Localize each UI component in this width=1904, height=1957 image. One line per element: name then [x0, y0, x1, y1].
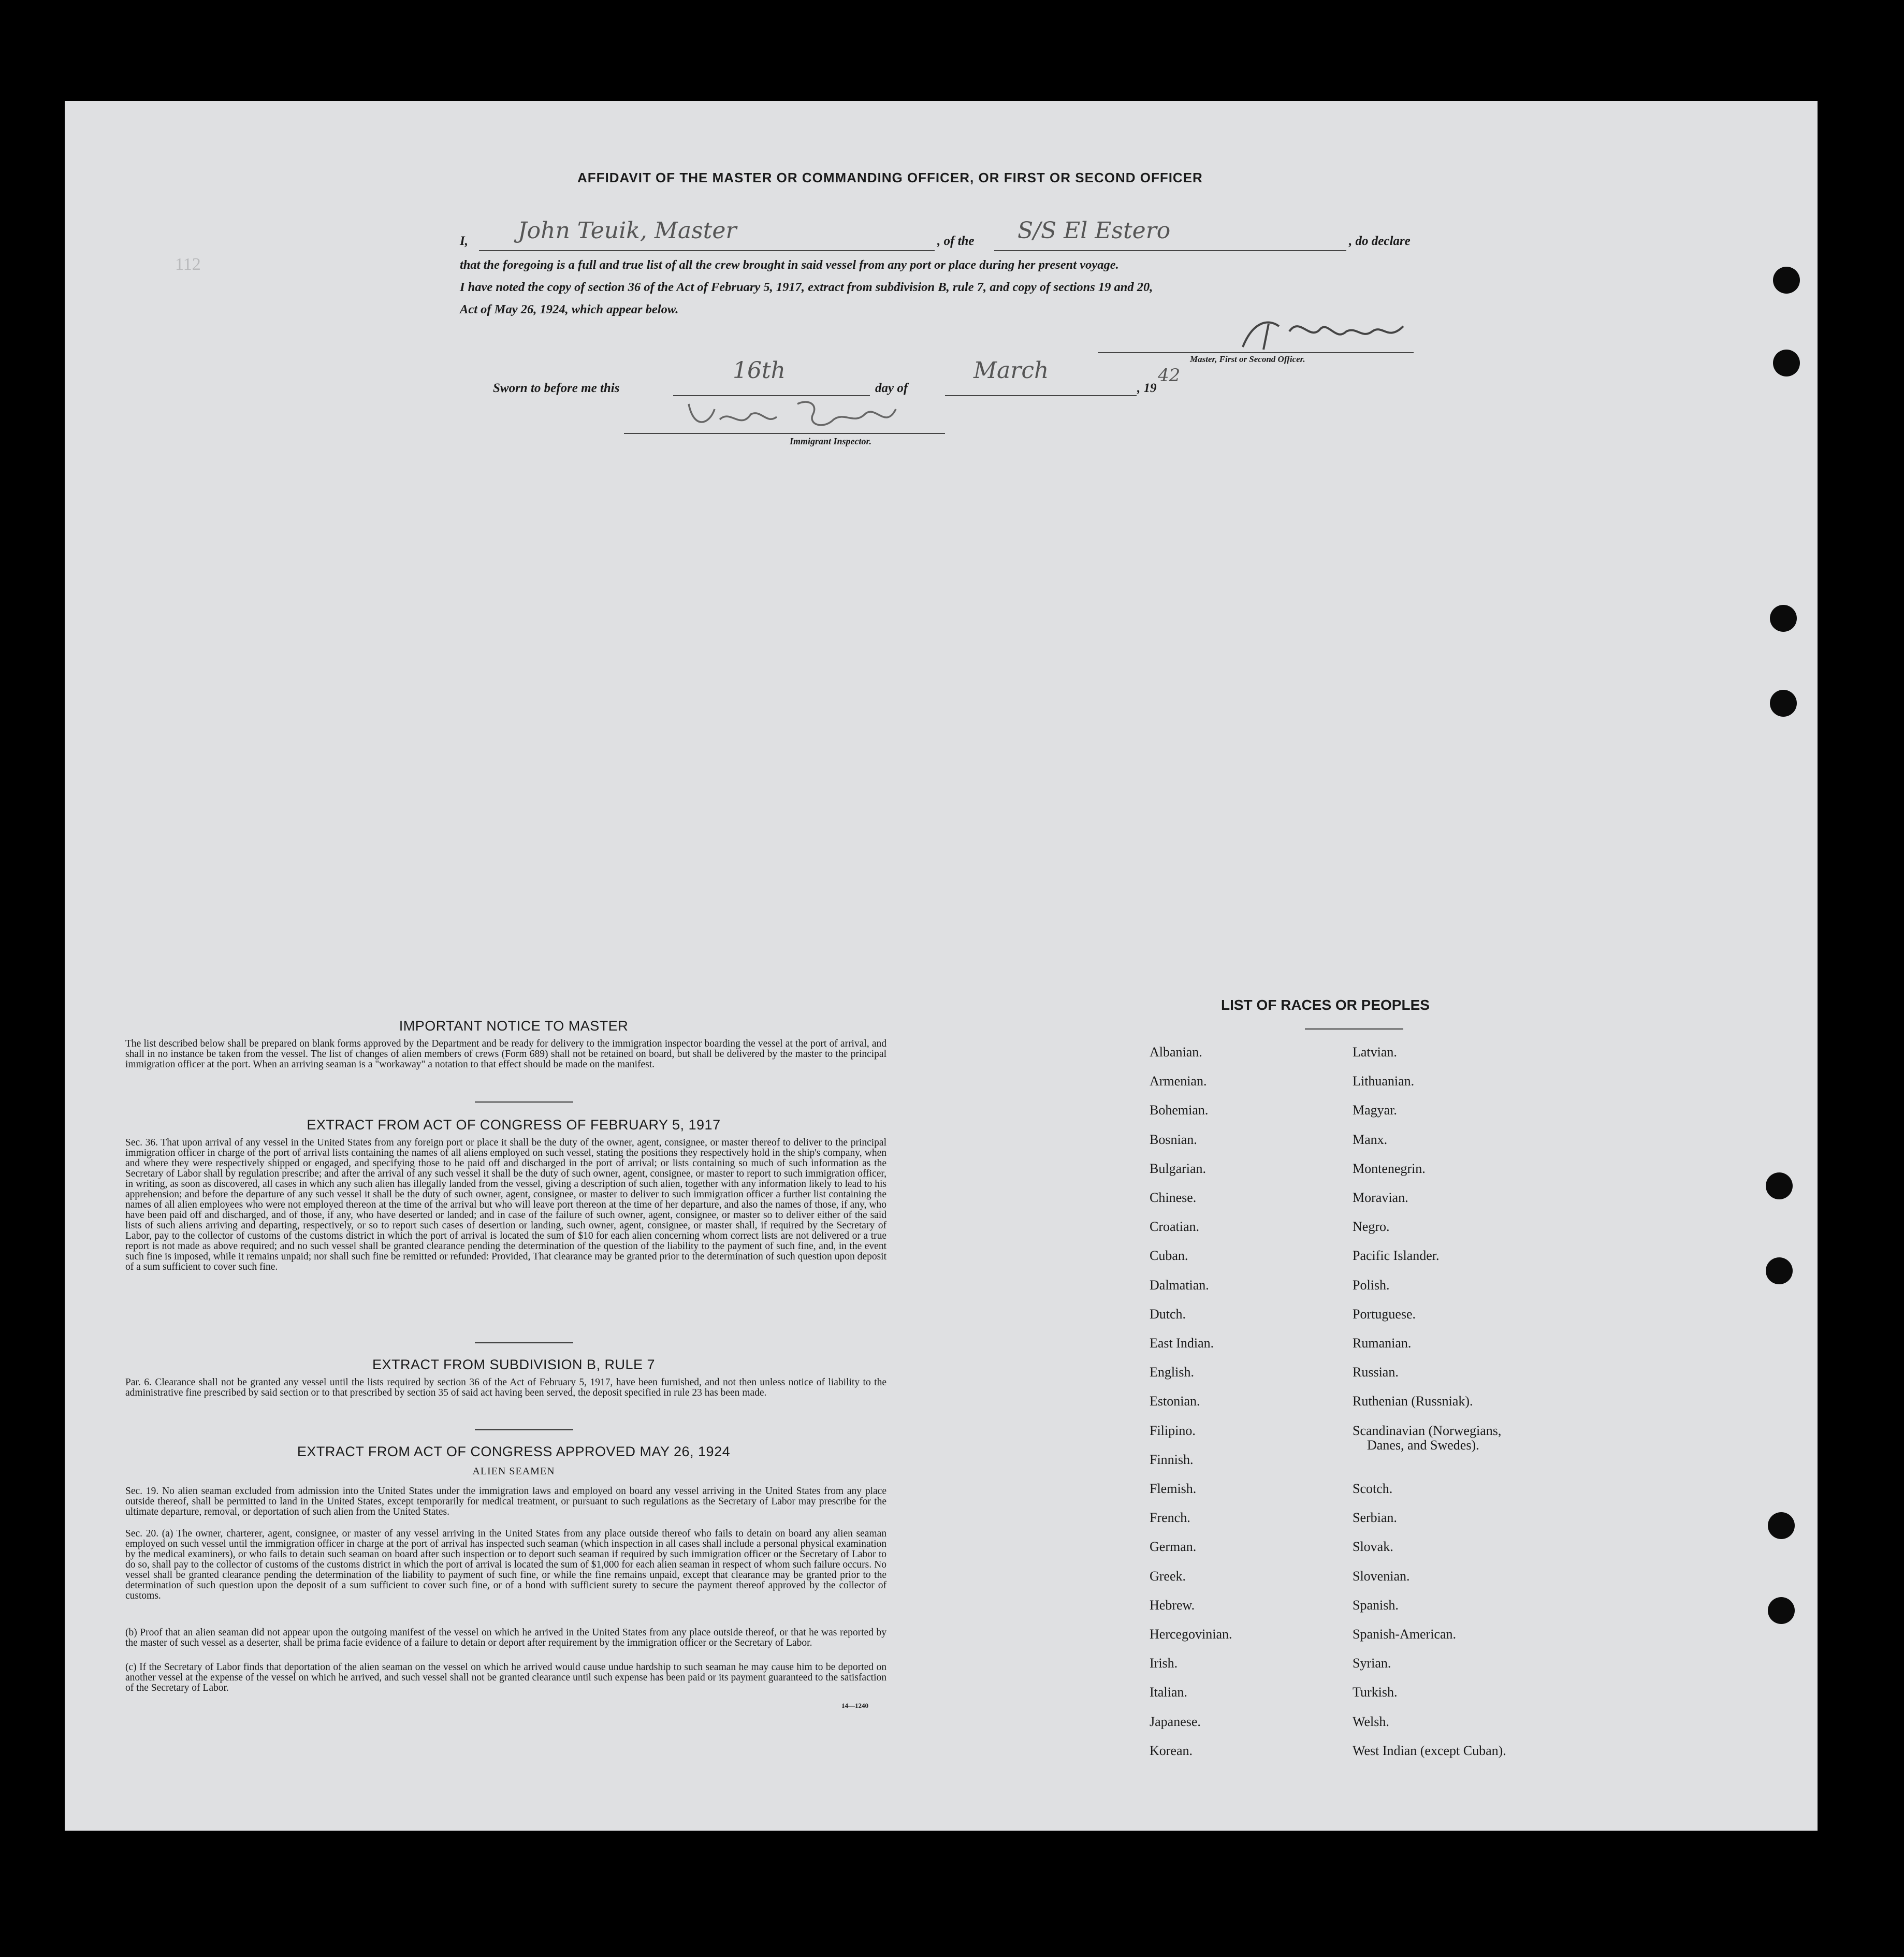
- race-item: Serbian.: [1353, 1510, 1397, 1526]
- race-item: Greek.: [1150, 1568, 1186, 1584]
- race-item: Croatian.: [1150, 1219, 1200, 1235]
- race-item: Dalmatian.: [1150, 1277, 1209, 1293]
- race-item: Korean.: [1150, 1743, 1193, 1758]
- section-divider: [475, 1101, 573, 1103]
- inspector-signature: [678, 394, 917, 435]
- race-item: Albanian.: [1150, 1045, 1202, 1060]
- month-handwritten: March: [973, 357, 1049, 384]
- race-item: German.: [1150, 1539, 1197, 1555]
- affidavit-line-4: Act of May 26, 1924, which appear below.: [460, 302, 679, 316]
- punch-hole: [1770, 690, 1797, 717]
- race-item: West Indian (except Cuban).: [1353, 1743, 1506, 1758]
- race-item: Danes, and Swedes).: [1367, 1437, 1479, 1453]
- punch-hole: [1766, 1172, 1793, 1199]
- race-item: Montenegrin.: [1353, 1161, 1426, 1176]
- affidavit-line-3: I have noted the copy of section 36 of the Act of February 5, 1917, extract from subdivision B, rule 7, and copy of sections 19 and 20,: [460, 280, 1153, 294]
- punch-hole: [1773, 350, 1800, 376]
- rule7-title: EXTRACT FROM SUBDIVISION B, RULE 7: [372, 1357, 656, 1372]
- punch-hole: [1768, 1512, 1795, 1539]
- race-item: Ruthenian (Russniak).: [1353, 1394, 1473, 1409]
- race-item: Armenian.: [1150, 1074, 1207, 1089]
- race-item: Scotch.: [1353, 1481, 1393, 1496]
- month-line: [945, 395, 1137, 396]
- race-item: Italian.: [1150, 1685, 1187, 1700]
- master-signature: [1232, 311, 1419, 357]
- race-item: Russian.: [1353, 1365, 1399, 1380]
- race-item: East Indian.: [1150, 1336, 1214, 1351]
- race-item: Polish.: [1353, 1277, 1390, 1293]
- punch-hole: [1768, 1597, 1795, 1624]
- punch-hole: [1770, 605, 1797, 632]
- race-item: Syrian.: [1353, 1656, 1391, 1671]
- day-of-label: day of: [875, 381, 908, 395]
- race-item: Welsh.: [1353, 1714, 1389, 1729]
- race-item: Pacific Islander.: [1353, 1248, 1440, 1264]
- race-item: Rumanian.: [1353, 1336, 1412, 1351]
- extract-1924-sec20b: (b) Proof that an alien seaman did not appear upon the outgoing manifest of the vessel on which he arrived in the United States from any place outside thereof, or that he was reported by the master of such vessel as a deserter, shall be prima facie evidence of a failure to detain or deport after requirement by the immigration officer or the Secretary of Labor.: [125, 1627, 886, 1648]
- race-item: Slovak.: [1353, 1539, 1393, 1555]
- extract-1917-title: EXTRACT FROM ACT OF CONGRESS OF FEBRUARY 5, 1917: [307, 1117, 721, 1133]
- year-prefix-label: , 19: [1137, 381, 1157, 395]
- race-item: Hercegovinian.: [1150, 1627, 1232, 1642]
- notice-text: The list described below shall be prepared on blank forms approved by the Department and be ready for delivery to the immigration inspector boarding the vessel at the port of arrival, and shall in no instance be taken from the vessel. The list of changes of alien members of crews (Form 689) shall not be retained on board, but shall be delivered by the master to the principal immigration officer at the port. When an arriving seaman is a "workaway" a notation to that effect should be made on the manifest.: [125, 1038, 886, 1070]
- of-the-label: , of the: [937, 234, 975, 248]
- extract-1917-text: Sec. 36. That upon arrival of any vessel in the United States from any foreign port or place it shall be the duty of the owner, agent, consignee, or master thereof to deliver to the principal immigration officer in charge of the port of arrival lists containing the names of all aliens employed on such vessel, stating the positions they respectively hold in the ship's company, when and where they were respectively shipped or engaged, and specifying those to be paid off and discharged in the port of arrival; or lists containing so much of such information as the Secretary of Labor shall by regulation prescribe; and after the arrival of any such vessel it shall be the duty of such owner, agent, consignee, or master to report to such immigration officer, in writing, as soon as discovered, all cases in which any such alien has illegally landed from the vessel, giving a description of such alien, together with any information likely to lead to his apprehension; and before the departure of any such vessel it shall be the duty of such owner, agent, consignee, or master to deliver to such immigration officer a further list containing the names of all alien employees who were not employed thereon at the time of the arrival but who will leave port thereon at the time of her departure, and also the names of those, if any, who have been paid off and discharged, and of those, if any, who have deserted or landed; and in case of the failure of such owner, agent, consignee, or master so to deliver either of the said lists of such aliens arriving and departing, respectively, or so to report such cases of desertion or landing, such owner, agent, consignee, or master shall, if required by the Secretary of Labor, pay to the collector of customs of the customs district in which the port of arrival is located the sum of $10 for each alien concerning whom correct lists are not delivered or a true report is not made as above required; and no such vessel shall be granted clearance pending the determination of the question of the liability to the payment of such fine, and, in the event such fine is imposed, while it remains unpaid; nor shall such fine be remitted or refunded: Provided, That clearance may be granted prior to the determination of such question upon deposit of a sum sufficient to cover such fine.: [125, 1137, 886, 1272]
- do-declare-label: , do declare: [1349, 234, 1411, 248]
- races-title: LIST OF RACES OR PEOPLES: [1221, 997, 1430, 1013]
- race-item: Portuguese.: [1353, 1306, 1416, 1322]
- section-divider: [475, 1342, 573, 1343]
- notice-title: IMPORTANT NOTICE TO MASTER: [399, 1018, 629, 1034]
- vessel-line: [994, 250, 1346, 251]
- extract-1924-sec20c: (c) If the Secretary of Labor finds that deportation of the alien seaman on the vessel on which he arrived would cause undue hardship to such seaman he may cause him to be deported on another vessel at the expense of the vessel on which he arrived, and such vessel shall not be granted clearance until such expense has been paid or its payment guaranteed to the satisfaction of the Secretary of Labor.: [125, 1662, 886, 1693]
- race-item: Estonian.: [1150, 1394, 1200, 1409]
- inspector-line: [624, 433, 945, 434]
- sworn-label: Sworn to before me this: [493, 381, 620, 395]
- races-divider: [1305, 1028, 1403, 1030]
- race-item: Irish.: [1150, 1656, 1178, 1671]
- name-line: [479, 250, 935, 251]
- race-item: Moravian.: [1353, 1190, 1408, 1205]
- section-divider: [475, 1429, 573, 1430]
- race-item: Dutch.: [1150, 1306, 1186, 1322]
- race-item: Magyar.: [1353, 1103, 1397, 1118]
- affidavit-i-label: I,: [460, 234, 468, 248]
- year-handwritten: 42: [1158, 365, 1181, 386]
- race-item: Filipino.: [1150, 1423, 1196, 1438]
- race-item: French.: [1150, 1510, 1190, 1526]
- affidavit-title: AFFIDAVIT OF THE MASTER OR COMMANDING OFFICER, OR FIRST OR SECOND OFFICER: [577, 170, 1203, 185]
- race-item: Cuban.: [1150, 1248, 1188, 1264]
- punch-hole: [1773, 267, 1800, 294]
- extract-1924-title: EXTRACT FROM ACT OF CONGRESS APPROVED MAY 26, 1924: [297, 1444, 731, 1459]
- race-item: Manx.: [1353, 1132, 1388, 1147]
- race-item: Spanish.: [1353, 1597, 1399, 1613]
- signature-line: [1098, 352, 1414, 353]
- day-handwritten: 16th: [733, 357, 786, 384]
- punch-hole: [1766, 1257, 1793, 1284]
- extract-1924-sec20a: Sec. 20. (a) The owner, charterer, agent, consignee, or master of any vessel arriving in the United States from any place outside thereof who fails to detain on board any alien seaman employed on such vessel until the immigration officer in charge at the port of arrival has inspected such seaman (which inspection in all cases shall include a personal physical examination by the medical examiners), or who fails to detain such seaman on board after such inspection or to deport such seaman if required by such immigration officer or the Secretary of Labor to do so, shall pay to the collector of customs of the customs district in which the port of arrival is located the sum of $1,000 for each alien seaman in respect of whom such failure occurs. No vessel shall be granted clearance pending the determination of the liability to payment of such fine, or while the fine remains unpaid, except that clearance may be granted prior to the determination of such question upon the deposit of a sum sufficient to cover such fine, or of a bond with sufficient surety to secure the payment thereof approved by the collector of customs.: [125, 1528, 886, 1601]
- rule7-text: Par. 6. Clearance shall not be granted any vessel until the lists required by section 36 of the Act of February 5, 1917, have been furnished, and not then unless notice of liability to the administrative fine prescribed by said section or to that prescribed by section 35 of said act having been served, the deposit specified in rule 23 has been made.: [125, 1377, 886, 1398]
- race-item: Spanish-American.: [1353, 1627, 1457, 1642]
- race-item: Bulgarian.: [1150, 1161, 1207, 1176]
- race-item: Scandinavian (Norwegians,: [1353, 1423, 1502, 1438]
- race-item: Japanese.: [1150, 1714, 1201, 1729]
- race-item: Lithuanian.: [1353, 1074, 1415, 1089]
- alien-seamen-subtitle: ALIEN SEAMEN: [472, 1466, 555, 1477]
- form-number: 14—1240: [841, 1702, 868, 1709]
- race-item: Latvian.: [1353, 1045, 1397, 1060]
- race-item: Finnish.: [1150, 1452, 1194, 1467]
- race-item: English.: [1150, 1365, 1194, 1380]
- inspector-label: Immigrant Inspector.: [790, 436, 872, 446]
- vessel-name-handwritten: S/S El Estero: [1018, 218, 1171, 244]
- master-name-handwritten: John Teuik, Master: [518, 218, 737, 244]
- race-item: Bohemian.: [1150, 1103, 1209, 1118]
- race-item: Turkish.: [1353, 1685, 1398, 1700]
- race-item: Chinese.: [1150, 1190, 1197, 1205]
- race-item: Negro.: [1353, 1219, 1390, 1235]
- extract-1924-sec19: Sec. 19. No alien seaman excluded from admission into the United States under the immigration laws and employed on board any vessel arriving in the United States from any place outside thereof, shall be permitted to land in the United States, except temporarily for medical treatment, or pursuant to such regulations as the Secretary of Labor may prescribe for the ultimate departure, removal, or deportation of such alien from the United States.: [125, 1486, 886, 1517]
- race-item: Slovenian.: [1353, 1568, 1410, 1584]
- affidavit-line-2: that the foregoing is a full and true list of all the crew brought in said vessel from any port or place during her present voyage.: [460, 258, 1119, 272]
- race-item: Bosnian.: [1150, 1132, 1197, 1147]
- race-item: Hebrew.: [1150, 1597, 1195, 1613]
- race-item: Flemish.: [1150, 1481, 1197, 1496]
- signature-label: Master, First or Second Officer.: [1190, 354, 1305, 364]
- margin-page-number: 112: [175, 255, 201, 274]
